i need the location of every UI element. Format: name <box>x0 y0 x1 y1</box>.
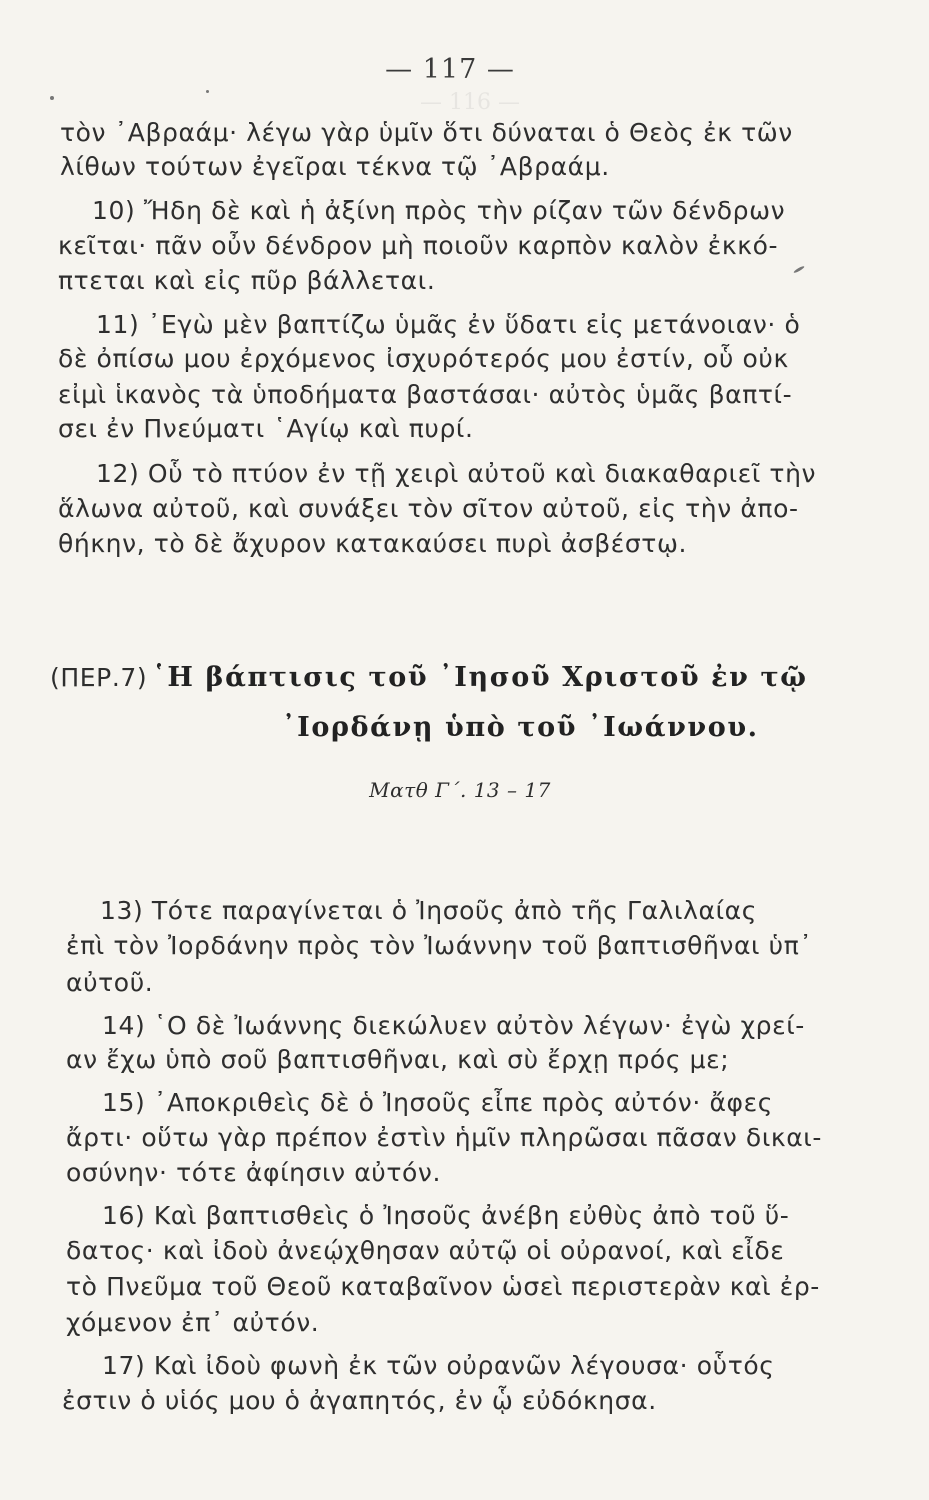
ink-speck <box>206 90 209 93</box>
verse-13-line: 13) Τότε παραγίνεται ὁ Ἰησοῦς ἀπὸ τῆς Γαλιλαίας <box>100 896 757 925</box>
text-line: τὸ Πνεῦμα τοῦ Θεοῦ καταβαῖνον ὡσεὶ περιστερὰν καὶ ἐρ- <box>66 1272 820 1301</box>
text-line: πτεται καὶ εἰς πῦρ βάλλεται. <box>58 266 436 295</box>
section-tag: (ΠΕΡ.7) <box>50 663 148 692</box>
ink-speck <box>50 96 54 100</box>
text-line: οσύνην· τότε ἀφίησιν αὐτόν. <box>66 1158 442 1187</box>
text-line: κεῖται· πᾶν οὖν δένδρον μὴ ποιοῦν καρπὸν καλὸν ἐκκό- <box>58 231 779 260</box>
verse-12-line: 12) Οὗ τὸ πτύον ἐν τῇ χειρὶ αὐτοῦ καὶ διακαθαριεῖ τὴν <box>96 459 817 488</box>
section-title-line-2-wrap <box>282 712 759 743</box>
scripture-reference: Ματθ Γ΄. 13 – 17 <box>369 778 551 802</box>
section-heading <box>50 662 808 693</box>
section-title-line-1: ῾Η βάπτισις τοῦ ᾿Ιησοῦ Χριστοῦ ἐν τῷ <box>152 662 808 693</box>
text-line: θήκην, τὸ δὲ ἄχυρον κατακαύσει πυρὶ ἀσβέστῳ. <box>58 529 688 558</box>
verse-15-line: 15) ᾿Αποκριθεὶς δὲ ὁ Ἰησοῦς εἶπε πρὸς αὐτόν· ἄφες <box>102 1088 774 1117</box>
text-line: τὸν ᾿Αβραάμ· λέγω γὰρ ὑμῖν ὅτι δύναται ὁ Θεὸς ἐκ τῶν <box>60 118 793 147</box>
verse-11-line: 11) ᾿Εγὼ μὲν βαπτίζω ὑμᾶς ἐν ὕδατι εἰς μετάνοιαν· ὁ <box>96 310 801 339</box>
verse-16-line: 16) Καὶ βαπτισθεὶς ὁ Ἰησοῦς ἀνέβη εὐθὺς ἀπὸ τοῦ ὕ- <box>102 1201 790 1230</box>
text-line: χόμενον ἐπ᾿ αὐτόν. <box>66 1308 320 1337</box>
text-line: λίθων τούτων ἐγεῖραι τέκνα τῷ ᾿Αβραάμ. <box>60 152 610 181</box>
page-number: — 117 — <box>385 54 515 85</box>
verse-10-line: 10) Ἤδη δὲ καὶ ἡ ἀξίνη πρὸς τὴν ρίζαν τῶν δένδρων <box>92 196 786 225</box>
verse-14-line: 14) ῾Ο δὲ Ἰωάννης διεκώλυεν αὐτὸν λέγων· ἐγὼ χρεί- <box>102 1011 805 1040</box>
text-line: σει ἐν Πνεύματι ῾Αγίῳ καὶ πυρί. <box>58 414 474 443</box>
text-line: ἄρτι· οὕτω γὰρ πρέπον ἐστὶν ἡμῖν πληρῶσαι πᾶσαν δικαι- <box>66 1123 822 1152</box>
text-line: εἰμὶ ἱκανὸς τὰ ὑποδήματα βαστάσαι· αὐτὸς ὑμᾶς βαπτί- <box>58 380 793 409</box>
text-line: ἐπὶ τὸν Ἰορδάνην πρὸς τὸν Ἰωάννην τοῦ βαπτισθῆναι ὑπ᾿ <box>66 931 813 960</box>
verse-17-line: 17) Καὶ ἰδοὺ φωνὴ ἐκ τῶν οὐρανῶν λέγουσα· οὗτός <box>102 1351 775 1380</box>
text-line: ἐστιν ὁ υἱός μου ὁ ἀγαπητός, ἐν ᾧ εὐδόκησα. <box>62 1386 657 1415</box>
text-line: αὐτοῦ. <box>66 968 154 997</box>
text-line: δὲ ὀπίσω μου ἐρχόμενος ἰσχυρότερός μου ἐστίν, οὗ οὐκ <box>58 344 789 373</box>
section-title-line-2: ᾿Ιορδάνῃ ὑπὸ τοῦ ᾿Ιωάννου. <box>282 712 759 743</box>
bleed-through-mark: — 116 — <box>420 90 520 115</box>
text-line: ἅλωνα αὐτοῦ, καὶ συνάξει τὸν σῖτον αὐτοῦ, εἰς τὴν ἀπο- <box>58 494 799 523</box>
ink-speck <box>793 265 805 274</box>
text-line: αν ἔχω ὑπὸ σοῦ βαπτισθῆναι, καὶ σὺ ἔρχῃ πρός με; <box>66 1045 730 1074</box>
text-line: δατος· καὶ ἰδοὺ ἀνεῴχθησαν αὐτῷ οἱ οὐρανοί, καὶ εἶδε <box>66 1236 785 1265</box>
